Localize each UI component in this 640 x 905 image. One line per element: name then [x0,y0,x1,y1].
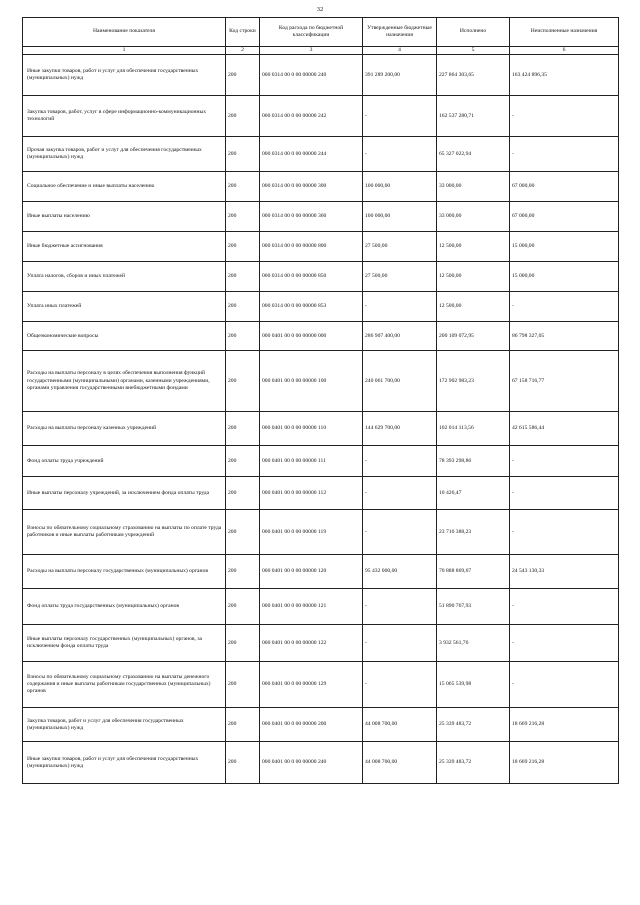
executed-value: 172 902 983,23 [437,351,510,412]
approved-value: 44 008 700,00 [363,742,437,784]
unexecuted-value: 15 000,00 [510,232,619,262]
table-row [23,555,619,589]
unexecuted-value: - [510,446,619,477]
executed-value: 227 864 303,65 [437,55,510,96]
row-name: Прочая закупка товаров, работ и услуг для обеспечения государственных (муниципальных) нужд [23,137,226,172]
approved-value: 240 061 700,00 [363,351,437,412]
row-code: 200 [226,446,260,477]
budget-code: 000 0314 00 0 00 00000 850 [260,262,363,292]
row-code: 200 [226,477,260,510]
row-code: 200 [226,351,260,412]
table-row [23,55,619,96]
row-name: Иные выплаты персоналу государственных (муниципальных) органов, за исключением фонда оплаты труда [23,625,226,662]
approved-value: - [363,625,437,662]
unexecuted-value: - [510,292,619,322]
unexecuted-value: - [510,625,619,662]
budget-code: 000 0314 00 0 00 00000 853 [260,292,363,322]
table-row [23,412,619,446]
table-row [23,322,619,351]
budget-code: 000 0314 00 0 00 00000 240 [260,55,363,96]
unexecuted-value: 24 543 130,33 [510,555,619,589]
row-code: 200 [226,322,260,351]
row-code: 200 [226,555,260,589]
unexecuted-value: - [510,589,619,625]
column-index: 2 [226,47,260,55]
approved-value: 144 629 700,00 [363,412,437,446]
row-name: Социальное обеспечение и иные выплаты населению [23,172,226,202]
row-name: Расходы на выплаты персоналу в целях обеспечения выполнения функций государственными (муниципальными) органами, казенными учреждениями, органами управления государственными внебюджетными фондами [23,351,226,412]
header-row-code: Код строки [226,18,260,47]
table-row [23,172,619,202]
column-index: 3 [260,47,363,55]
executed-value: 162 537 280,71 [437,96,510,137]
budget-code: 000 0401 00 0 00 00000 129 [260,662,363,708]
approved-value: 95 432 000,00 [363,555,437,589]
row-name: Уплата налогов, сборов и иных платежей [23,262,226,292]
executed-value: 25 339 483,72 [437,708,510,742]
header-unexecuted: Неисполненные назначения [510,18,619,47]
table-row [23,202,619,232]
executed-value: 25 339 483,72 [437,742,510,784]
executed-value: 102 014 113,56 [437,412,510,446]
approved-value: - [363,446,437,477]
budget-code: 000 0314 00 0 00 00000 300 [260,172,363,202]
budget-execution-table [22,17,619,784]
unexecuted-value: - [510,477,619,510]
budget-code: 000 0401 00 0 00 00000 111 [260,446,363,477]
executed-value: 15 065 539,98 [437,662,510,708]
row-code: 200 [226,412,260,446]
unexecuted-value: 163 424 896,35 [510,55,619,96]
budget-code: 000 0401 00 0 00 00000 100 [260,351,363,412]
row-code: 200 [226,662,260,708]
unexecuted-value: - [510,662,619,708]
table-row [23,625,619,662]
approved-value: 286 907 400,00 [363,322,437,351]
approved-value: 27 500,00 [363,232,437,262]
executed-value: 51 890 767,93 [437,589,510,625]
budget-code: 000 0401 00 0 00 00000 000 [260,322,363,351]
executed-value: 200 109 072,95 [437,322,510,351]
row-code: 200 [226,55,260,96]
unexecuted-value: 86 798 327,05 [510,322,619,351]
row-code: 200 [226,262,260,292]
budget-code: 000 0401 00 0 00 00000 120 [260,555,363,589]
executed-value: 12 500,00 [437,262,510,292]
executed-value: 10 426,47 [437,477,510,510]
row-name: Закупка товаров, работ, услуг в сфере информационно-коммуникационных технологий [23,96,226,137]
row-code: 200 [226,96,260,137]
approved-value: 100 000,00 [363,172,437,202]
row-code: 200 [226,708,260,742]
approved-value: - [363,137,437,172]
unexecuted-value: 18 669 216,28 [510,708,619,742]
approved-value: 391 289 200,00 [363,55,437,96]
table-row [23,232,619,262]
budget-code: 000 0401 00 0 00 00000 122 [260,625,363,662]
row-code: 200 [226,742,260,784]
budget-code: 000 0401 00 0 00 00000 121 [260,589,363,625]
executed-value: 70 888 869,67 [437,555,510,589]
column-index: 5 [437,47,510,55]
table-row [23,662,619,708]
column-index: 6 [510,47,619,55]
table-row [23,292,619,322]
approved-value: - [363,589,437,625]
row-code: 200 [226,232,260,262]
row-code: 200 [226,510,260,555]
approved-value: - [363,292,437,322]
row-name: Иные закупки товаров, работ и услуг для обеспечения государственных (муниципальных) нужд [23,742,226,784]
executed-value: 65 327 022,94 [437,137,510,172]
table-header-row [23,18,619,47]
approved-value: - [363,662,437,708]
table-row [23,742,619,784]
header-executed: Исполнено [437,18,510,47]
budget-code: 000 0401 00 0 00 00000 119 [260,510,363,555]
table-row [23,708,619,742]
approved-value: 27 500,00 [363,262,437,292]
table-row [23,477,619,510]
page-number: 32 [316,6,324,13]
unexecuted-value: - [510,137,619,172]
header-budget-code: Код расхода по бюджетной классификации [260,18,363,47]
row-name: Иные выплаты персоналу учреждений, за исключением фонда оплаты труда [23,477,226,510]
budget-code: 000 0314 00 0 00 00000 244 [260,137,363,172]
approved-value: 100 000,00 [363,202,437,232]
budget-code: 000 0314 00 0 00 00000 242 [260,96,363,137]
executed-value: 33 000,00 [437,172,510,202]
column-index: 4 [363,47,437,55]
unexecuted-value: - [510,510,619,555]
unexecuted-value: 67 158 716,77 [510,351,619,412]
row-code: 200 [226,202,260,232]
row-name: Расходы на выплаты персоналу казенных учреждений [23,412,226,446]
row-code: 200 [226,292,260,322]
row-name: Иные бюджетные ассигнования [23,232,226,262]
budget-code: 000 0401 00 0 00 00000 200 [260,708,363,742]
executed-value: 12 500,00 [437,232,510,262]
unexecuted-value: 67 000,00 [510,202,619,232]
executed-value: 3 932 561,76 [437,625,510,662]
budget-code: 000 0401 00 0 00 00000 240 [260,742,363,784]
table-row [23,446,619,477]
unexecuted-value: - [510,96,619,137]
approved-value: - [363,477,437,510]
row-name: Общеэкономические вопросы [23,322,226,351]
row-name: Фонд оплаты труда учреждений [23,446,226,477]
row-name: Взносы по обязательному социальному страхованию на выплаты по оплате труда работников и иные выплаты работникам учреждений [23,510,226,555]
row-name: Фонд оплаты труда государственных (муниципальных) органов [23,589,226,625]
row-code: 200 [226,625,260,662]
approved-value: 44 008 700,00 [363,708,437,742]
row-code: 200 [226,172,260,202]
approved-value: - [363,510,437,555]
table-row [23,262,619,292]
row-name: Взносы по обязательному социальному страхованию на выплаты денежного содержания и иные выплаты работникам государственных (муниципальных) органов [23,662,226,708]
budget-code: 000 0401 00 0 00 00000 112 [260,477,363,510]
row-name: Расходы на выплаты персоналу государственных (муниципальных) органов [23,555,226,589]
executed-value: 33 000,00 [437,202,510,232]
row-code: 200 [226,589,260,625]
table-row [23,351,619,412]
executed-value: 78 393 298,86 [437,446,510,477]
row-code: 200 [226,137,260,172]
table-row [23,510,619,555]
executed-value: 23 710 388,23 [437,510,510,555]
budget-code: 000 0401 00 0 00 00000 110 [260,412,363,446]
column-index-row [23,47,619,55]
row-name: Уплата иных платежей [23,292,226,322]
column-index: 1 [23,47,226,55]
header-name: Наименование показателя [23,18,226,47]
unexecuted-value: 18 669 216,28 [510,742,619,784]
row-name: Иные закупки товаров, работ и услуг для обеспечения государственных (муниципальных) нужд [23,55,226,96]
budget-code: 000 0314 00 0 00 00000 360 [260,202,363,232]
unexecuted-value: 42 615 586,44 [510,412,619,446]
unexecuted-value: 67 000,00 [510,172,619,202]
header-approved: Утвержденные бюджетные назначения [363,18,437,47]
unexecuted-value: 15 000,00 [510,262,619,292]
row-name: Иные выплаты населению [23,202,226,232]
budget-code: 000 0314 00 0 00 00000 800 [260,232,363,262]
table-row [23,137,619,172]
executed-value: 12 500,00 [437,292,510,322]
approved-value: - [363,96,437,137]
table-row [23,589,619,625]
row-name: Закупка товаров, работ и услуг для обеспечения государственных (муниципальных) нужд [23,708,226,742]
table-row [23,96,619,137]
